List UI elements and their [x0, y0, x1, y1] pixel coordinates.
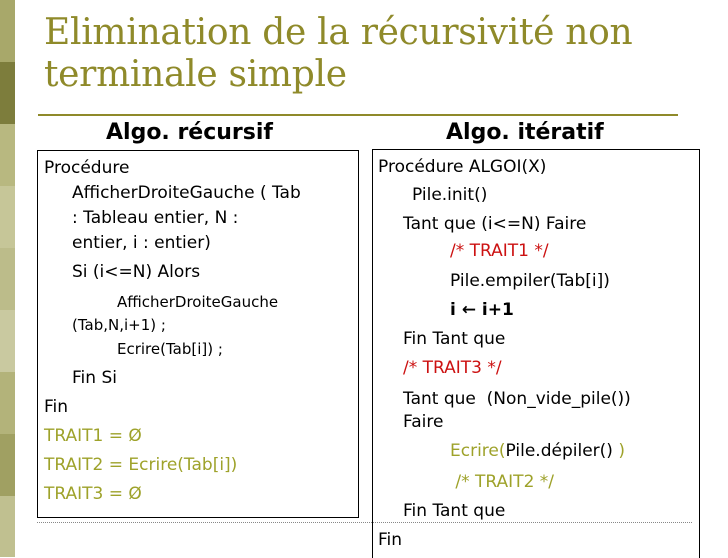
trait-line: TRAIT3 = Ø [44, 484, 142, 504]
code-line: Fin Tant que [403, 329, 506, 349]
dotted-divider [37, 522, 692, 523]
comment-line: /* TRAIT1 */ [450, 241, 549, 261]
code-line: Fin [44, 397, 69, 417]
sidebar-decoration [0, 0, 15, 557]
code-line [450, 299, 514, 321]
code-line: Pile.init() [412, 185, 488, 205]
code-line: Fin [378, 530, 403, 550]
code-line: Faire [403, 412, 444, 432]
header-recursive: Algo. récursif [106, 120, 273, 145]
code-line: Pile.empiler(Tab[i]) [450, 271, 610, 291]
code-line: Tant que (i<=N) Faire [403, 214, 587, 234]
code-line: Si (i<=N) Alors [72, 262, 201, 282]
code-line: AfficherDroiteGauche [117, 293, 279, 311]
code-line: Procédure [44, 158, 130, 178]
header-iterative: Algo. itératif [446, 120, 604, 145]
close-paren: ) [618, 441, 625, 461]
comment-line: /* TRAIT2 */ [450, 472, 555, 492]
slide-title: Elimination de la récursivité non terminale simple [44, 12, 633, 95]
code-line: : Tableau entier, N : [72, 208, 239, 228]
trait-line: TRAIT2 = Ecrire(Tab[i]) [44, 455, 238, 475]
code-line: Tant que (Non_vide_pile()) [403, 389, 631, 409]
code-line: Procédure ALGOI(X) [378, 157, 547, 177]
code-line [450, 440, 625, 462]
pile-depiler: Pile.dépiler() [505, 441, 619, 461]
var-i: i [450, 300, 462, 320]
iterative-box [372, 149, 700, 558]
code-line: Fin Tant que [403, 501, 506, 521]
code-line: (Tab,N,i+1) ; [72, 316, 166, 334]
code-line: AfficherDroiteGauche ( Tab [72, 183, 301, 203]
code-line: Ecrire(Tab[i]) ; [117, 340, 223, 358]
trait-line: TRAIT1 = Ø [44, 426, 142, 446]
ecrire-call: Ecrire( [450, 441, 506, 461]
code-line: Fin Si [72, 368, 117, 388]
title-underline [38, 114, 678, 116]
code-line: entier, i : entier) [72, 233, 211, 253]
increment-expr: i+1 [476, 300, 514, 320]
comment-line: /* TRAIT3 */ [403, 358, 502, 378]
left-arrow-icon: ← [461, 300, 476, 320]
